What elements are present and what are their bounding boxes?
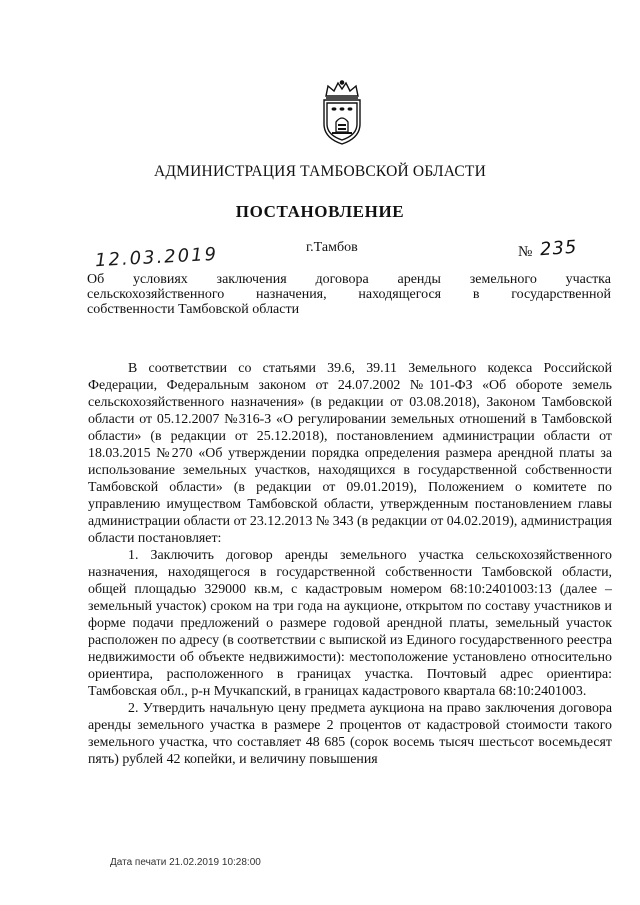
document-subject (87, 272, 611, 317)
document-body (88, 360, 612, 768)
document-date: 12.03.2019 (94, 243, 219, 272)
coat-of-arms-icon (318, 80, 366, 146)
print-date: Дата печати 21.02.2019 10:28:00 (110, 857, 261, 868)
document-type: ПОСТАНОВЛЕНИЕ (235, 202, 405, 221)
document-number-label: № (518, 244, 533, 260)
subject-line-3: собственности Тамбовской области (87, 302, 300, 317)
paragraph-preamble: В соответствии со статьями 39.6, 39.11 Земельного кодекса Российской Федерации, Федеральным законом от 24.07.2002 №101-ФЗ «Об обороте земель сельскохозяйственного назначения» (в редакции от 03.08.2018), Законом Тамбовской области от 05.12.2007 №316-З «О регулировании земельных отношений в Тамбовской области» (в редакции от 25.12.2018), постановлением администрации области от 18.03.2015 №270 «Об утверждении порядка определения размера арендной платы за использование земельных участков, находящихся в государственной собственности Тамбовской области» (в редакции от 09.01.2019), Положением о комитете по управлению имуществом Тамбовской области, утвержденным постановлением главы администрации области от 23.12.2013 № 343 (в редакции от 04.02.2019), администрация области постановляет: (88, 361, 612, 546)
subject-line-1: Об условиях заключения договора аренды земельного участка (87, 272, 611, 287)
document-city: г.Тамбов (306, 240, 358, 255)
subject-line-2: сельскохозяйственного назначения, находящегося в государственной (87, 287, 611, 302)
paragraph-item-1: 1. Заключить договор аренды земельного участка сельскохозяйственного назначения, находящегося в государственной собственности Тамбовской области, общей площадью 329000 кв.м, с кадастровым номером 68:10:2401003:13 (далее – земельный участок) сроком на три года на аукционе, открытом по составу участников и форме подачи предложений о размере годовой арендной платы, земельный участок расположен по адресу (в соответствии с выпиской из Единого государственного реестра недвижимости об объекте недвижимости): местоположение установлено относительно ориентира, расположенного в границах участка. Почтовый адрес ориентира: Тамбовская обл., р-н Мучкапский, в границах кадастрового квартала 68:10:2401003. (88, 548, 612, 699)
document-number: 235 (539, 236, 579, 261)
organization-name: АДМИНИСТРАЦИЯ ТАМБОВСКОЙ ОБЛАСТИ (154, 163, 486, 180)
paragraph-item-2: 2. Утвердить начальную цену предмета аукциона на право заключения договора аренды земельного участка в размере 2 процентов от кадастровой стоимости такого земельного участка, что составляет 48 685 (сорок восемь тысяч шестьсот восемьдесят пять) рублей 42 копейки, и величину повышения (88, 701, 612, 767)
